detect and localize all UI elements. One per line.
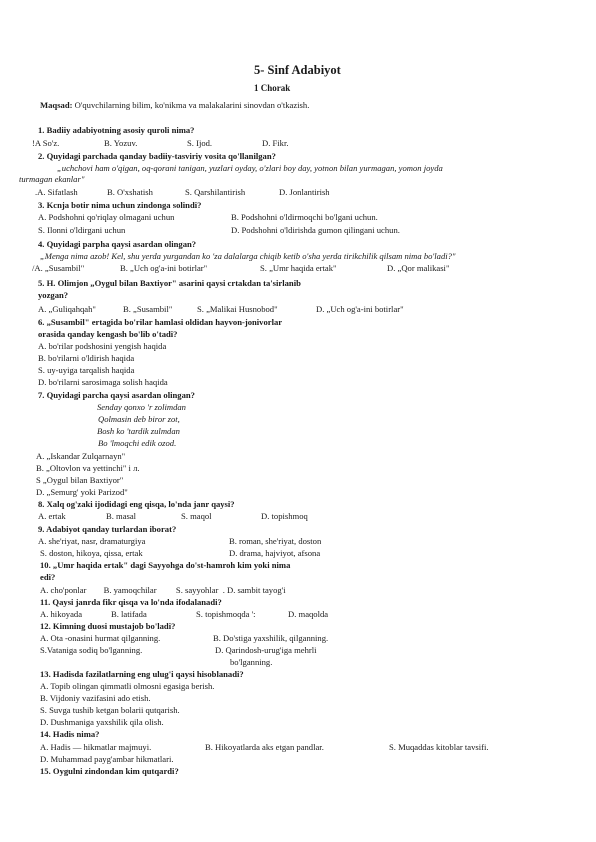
q4-option-b: B. „Uch og'a-ini botirlar" <box>120 263 208 273</box>
question-13: 13. Hadisda fazilatlarning eng ulug'i qaysi hisoblanadi? <box>40 669 244 679</box>
q7-option-d: D. „Semurg' yoki Parizod" <box>36 487 128 497</box>
q4-quote: „Menga nima azob! Kel, shu yerda yurgandan ko 'za dalalarga chiqib ketib o'sha yerda tirikchilik qilsam nima bo'ladi?" <box>40 251 456 261</box>
q7-option-a: A. „Iskandar Zulqarnayn" <box>36 451 126 461</box>
q1-option-b: B. Yozuv. <box>104 138 138 148</box>
q14-option-b: B. Hikoyatlarda aks etgan pandlar. <box>205 742 324 752</box>
q4-option-a: /A. „Susambil" <box>32 263 85 273</box>
question-14: 14. Hadis nima? <box>40 729 100 739</box>
question-15: 15. Oygulni zindondan kim qutqardi? <box>40 766 179 776</box>
q3-option-d: D. Podshohni o'ldirishda gumon qilingani uchun. <box>231 225 400 235</box>
q5-option-s: S. „Malikai Husnobod" <box>197 304 278 314</box>
q7-poem-line-2: Qolmasin deb biror zot, <box>98 414 180 424</box>
question-9: 9. Adabiyot qanday turlardan iborat? <box>38 524 177 534</box>
q11-option-d: D. maqolda <box>288 609 329 619</box>
q7-poem-line-3: Bosh ko 'tardik zulmdan <box>97 426 180 436</box>
question-10-line-2: edi? <box>40 572 56 582</box>
q13-option-d: D. Dushmaniga yaxshilik qila olish. <box>40 717 164 727</box>
q2-option-d: D. Jonlantirish <box>279 187 330 197</box>
q13-option-a: A. Topib olingan qimmatli olmosni egasiga berish. <box>40 681 215 691</box>
q5-option-d: D. „Uch og'a-ini botirlar" <box>316 304 404 314</box>
q8-option-s: S. maqol <box>181 511 212 521</box>
q2-quote-line-1: „uchchovi ham o'qigan, oq-qorani tanigan, yuzlari oyday, o'zlari boy day, yotnon bilan yurmagan, yomon joyda <box>57 163 443 173</box>
q2-option-b: B. O'xshatish <box>107 187 153 197</box>
q4-option-d: D. „Qor malikasi" <box>387 263 450 273</box>
q8-option-b: B. masal <box>106 511 137 521</box>
q9-option-d: D. drama, hajviyot, afsona <box>229 548 321 558</box>
q3-option-a: A. Podshohni qo'riqlay olmagani uchun <box>38 212 175 222</box>
question-3: 3. Kcnja botir nima uchun zindonga solindi? <box>38 200 202 210</box>
q7-poem-line-4: Bo 'lmoqchi edik ozod. <box>98 438 177 448</box>
purpose-label: Maqsad: <box>40 100 73 110</box>
q14-option-d: D. Muhammad payg'ambar hikmatlari. <box>40 754 174 764</box>
q6-option-a: A. bo'rilar podshosini yengish haqida <box>38 341 167 351</box>
q14-option-a: A. Hadis — hikmatlar majmuyi. <box>40 742 152 752</box>
purpose-text: O'quvchilarning bilim, ko'nikma va malakalarini sinovdan o'tkazish. <box>72 100 310 110</box>
question-1: 1. Badiiy adabiyotning asosiy quroli nima? <box>38 125 195 135</box>
q11-option-s: S. topishmoqda ': <box>196 609 256 619</box>
q8-option-d: D. topishmoq <box>261 511 308 521</box>
q1-option-a: !A So'z. <box>32 138 60 148</box>
question-5-line-2: yozgan? <box>38 290 69 300</box>
q1-option-s: S. Ijod. <box>187 138 213 148</box>
q12-option-s: S.Vataniga sodiq bo'lganning. <box>40 645 143 655</box>
question-12: 12. Kimning duosi mustajob bo'ladi? <box>40 621 176 631</box>
question-2: 2. Quyidagi parchada qanday badiiy-tasviriy vosita qo'llanilgan? <box>38 151 276 161</box>
q14-option-s: S. Muqaddas kitoblar tavsifi. <box>389 742 489 752</box>
q2-quote-line-2: turmagan ekanlar" <box>19 174 85 184</box>
q12-option-a: A. Ota -onasini hurmat qilganning. <box>40 633 161 643</box>
q3-option-s: S. Ilonni o'ldirgani uchun <box>38 225 126 235</box>
q13-option-b: B. Vijdoniy vazifasini ado etish. <box>40 693 151 703</box>
q11-option-a: A. hikoyada <box>40 609 83 619</box>
q6-option-d: D. bo'rilarni sarosimaga solish haqida <box>38 377 168 387</box>
page-title: 5- Sinf Adabiyot <box>254 63 341 77</box>
q7-poem-line-1: Senday qonxo 'r zolimdan <box>97 402 186 412</box>
q8-option-a: A. ertak <box>38 511 66 521</box>
question-7: 7. Quyidagi parcha qaysi asardan olingan? <box>38 390 195 400</box>
q12-option-d-line-2: bo'lganning. <box>230 657 273 667</box>
q4-option-s: S. „Umr haqida ertak" <box>260 263 337 273</box>
q6-option-s: S. uy-uyiga tarqalish haqida <box>38 365 135 375</box>
q1-option-d: D. Fikr. <box>262 138 289 148</box>
q6-option-b: B. bo'rilarni o'ldirish haqida <box>38 353 135 363</box>
q7-option-s: S „Oygul bilan Baxtiyor" <box>36 475 124 485</box>
question-4: 4. Quyidagi parpha qaysi asardan olingan? <box>38 239 197 249</box>
q2-option-s: S. Qarshilantirish <box>185 187 246 197</box>
q5-option-b: B. „Susambil" <box>123 304 173 314</box>
q7-option-b: B. „Oltovlon va yettinchi" i л. <box>36 463 140 473</box>
question-6-line-2: orasida qanday kengash bo'lib o'tadi? <box>38 329 178 339</box>
question-10-line-1: 10. „Umr haqida ertak" dagi Sayyohga do'st-hamroh kim yoki nima <box>40 560 291 570</box>
question-11: 11. Qaysi janrda fikr qisqa va lo'nda ifodalanadi? <box>40 597 222 607</box>
q2-option-a: .A. Sifatlash <box>35 187 78 197</box>
q9-option-a: A. she'riyat, nasr, dramaturgiya <box>38 536 146 546</box>
q13-option-s: S. Suvga tushib ketgan bolarii qutqarish. <box>40 705 180 715</box>
question-8: 8. Xalq og'zaki ijodidagi eng qisqa, lo'nda janr qaysi? <box>38 499 235 509</box>
q11-option-b: B. latifada <box>111 609 147 619</box>
purpose-line <box>40 101 309 110</box>
question-5-line-1: 5. H. Olimjon „Oygul bilan Baxtiyor" asarini qaysi crtakdan ta'sirlanib <box>38 278 301 288</box>
q10-options: A. cho'ponlar B. yamoqchilar S. sayyohlar . D. sambit tayog'i <box>40 585 286 595</box>
q3-option-b: B. Podshohni o'ldirmoqchi bo'lgani uchun. <box>231 212 378 222</box>
q12-option-d-line-1: D. Qarindosh-urug'iga mehrli <box>215 645 317 655</box>
q12-option-b: B. Do'stiga yaxshilik, qilganning. <box>213 633 329 643</box>
q5-option-a: A. „Guliqahqah" <box>38 304 96 314</box>
page-subtitle: 1 Chorak <box>254 83 291 93</box>
question-6-line-1: 6. „Susambil" ertagida bo'rilar hamlasi oldidan hayvon-jonivorlar <box>38 317 283 327</box>
q9-option-b: B. roman, she'riyat, doston <box>229 536 322 546</box>
q9-option-s: S. doston, hikoya, qissa, ertak <box>40 548 143 558</box>
